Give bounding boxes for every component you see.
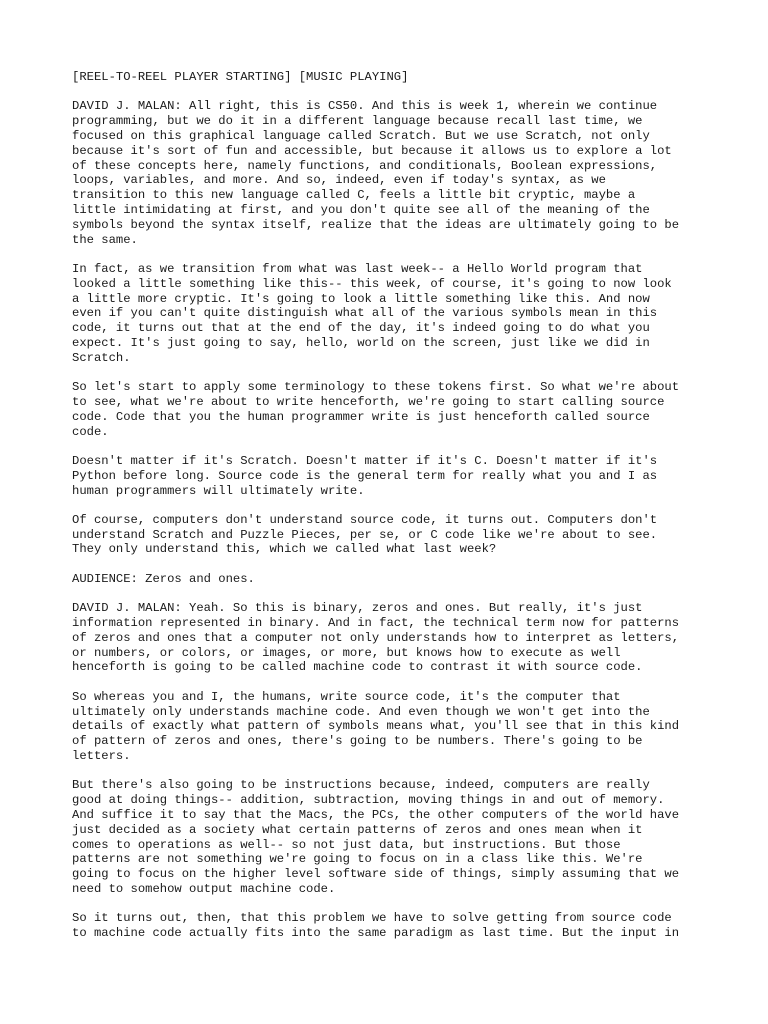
transcript-page <box>72 70 712 956</box>
paragraph-instructions: But there's also going to be instructions because, indeed, computers are really good at doing things-- addition, subtraction, moving things in and out of memory. And suffice it to say that the Macs, the PCs, the other computers of the world have just decided as a society what certain patterns of zeros and ones mean when it comes to operations as well-- so not just data, but instructions. But those patterns are not something we're going to focus on in a class like this. We're going to focus on the higher level software side of things, simply assuming that we need to somehow output machine code. <box>72 778 680 896</box>
paragraph-computers-understand: Of course, computers don't understand source code, it turns out. Computers don't understand Scratch and Puzzle Pieces, per se, or C code like we're about to see. They only understand this, which we called what last week? <box>72 512 658 557</box>
paragraph-paradigm: So it turns out, then, that this problem we have to solve getting from source code to machine code actually fits into the same paradigm as last time. But the input in <box>72 911 680 941</box>
paragraph-source-code: So let's start to apply some terminology to these tokens first. So what we're about to see, what we're about to write henceforth, we're going to start calling source code. Code that you the human programmer write is just henceforth called source code. <box>72 380 680 439</box>
paragraph-audience: AUDIENCE: Zeros and ones. <box>72 571 255 586</box>
paragraph-machine-code: So whereas you and I, the humans, write source code, it's the computer that ultimately only understands machine code. And even though we won't get into the details of exactly what pattern of symbols means what, you'll see that in this kind of pattern of zeros and ones, there's going to be numbers. There's going to be letters. <box>72 689 680 764</box>
paragraph-hello-world: In fact, as we transition from what was last week-- a Hello World program that looked a little something like this-- this week, of course, it's going to now look a little more cryptic. It's going to look a little something like this. And now even if you can't quite distinguish what all of the various symbols mean in this code, it turns out that at the end of the day, it's indeed going to do what you expect. It's just going to say, hello, world on the screen, just like we did in Scratch. <box>72 261 672 365</box>
paragraph-languages: Doesn't matter if it's Scratch. Doesn't matter if it's C. Doesn't matter if it's Python before long. Source code is the general term for really what you and I as human programmers will ultimately write. <box>72 453 658 498</box>
paragraph-stage-direction: [REEL-TO-REEL PLAYER STARTING] [MUSIC PLAYING] <box>72 70 409 84</box>
paragraph-binary: DAVID J. MALAN: Yeah. So this is binary, zeros and ones. But really, it's just information represented in binary. And in fact, the technical term now for patterns of zeros and ones that a computer not only understands how to interpret as letters, or numbers, or colors, or images, or more, but knows how to execute as well henceforth is going to be called machine code to contrast it with source code. <box>72 601 680 675</box>
paragraph-intro: DAVID J. MALAN: All right, this is CS50. And this is week 1, wherein we continue programming, but we do it in a different language because recall last time, we focused on this graphical language called Scratch. But we use Scratch, not only because it's sort of fun and accessible, but because it allows us to explore a lot of these concepts here, namely functions, and conditionals, Boolean expressions, loops, variables, and more. And so, indeed, even if today's syntax, as we transition to this new language called C, feels a little bit cryptic, maybe a little intimidating at first, and you don't quite see all of the meaning of the symbols beyond the syntax itself, realize that the ideas are ultimately going to be the same. <box>72 99 680 247</box>
